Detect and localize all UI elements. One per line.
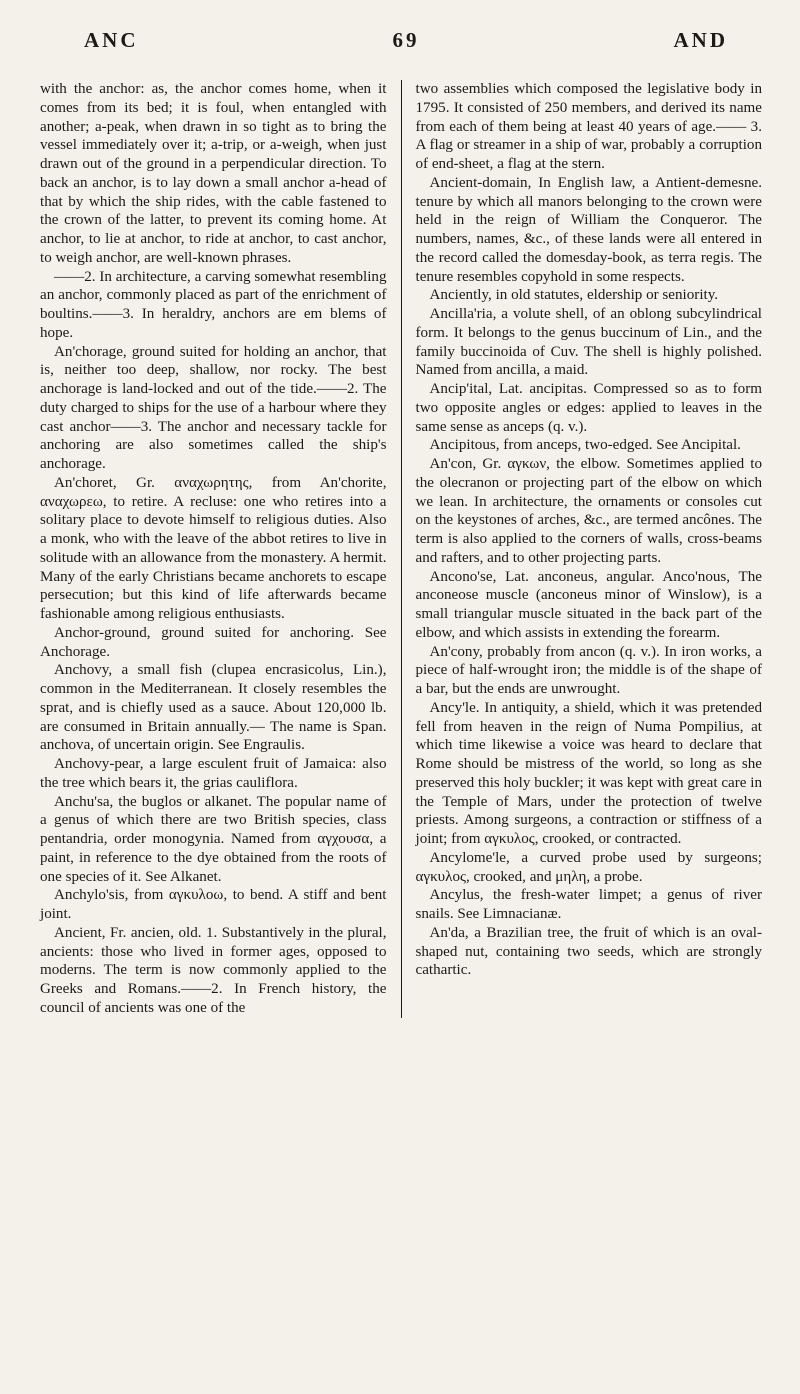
entry: Ancilla'ria, a volute shell, of an oblong subcylindrical form. It belongs to the genus buccinum of Lin., and the family buccinoida of Cuv. The shell is highly polished. Named from ancilla, a maid. — [415, 306, 762, 379]
entry: two assemblies which composed the legislative body in 1795. It consisted of 250 members, and derived its name from each of them being at least 40 years of age.—— 3. A flag or streamer in a ship of war, probably a corruption of end-sheet, a flag at the stern. — [415, 81, 762, 172]
entry: Anchovy, a small fish (clupea encrasicolus, Lin.), common in the Mediterranean. It closely resembles the sprat, and is chiefly used as a sauce. About 120,000 lb. are consumed in Britain annually.— The name is Span. anchova, of uncertain origin. See Engraulis. — [40, 662, 387, 754]
entry: Ancylus, the fresh-water limpet; a genus of river snails. See Limnacianæ. — [415, 887, 762, 922]
entry: Ancip'ital, Lat. ancipitas. Compressed so as to form two opposite angles or edges: applied to leaves in the same sense as anceps (q. v.). — [415, 381, 762, 435]
entry: An'da, a Brazilian tree, the fruit of which is an oval-shaped nut, containing two seeds, which are strongly cathartic. — [415, 924, 762, 979]
right-column — [416, 80, 763, 1018]
entry: Ancylome'le, a curved probe used by surgeons; αγκυλος, crooked, and μηλη, a probe. — [415, 849, 762, 885]
entry: Anchu'sa, the buglos or alkanet. The popular name of a genus of which there are two British species, class pentandria, order monogynia. Named from αγχουσα, a paint, in reference to the dye obtained from the roots of one species of it. See Alkanet. — [40, 793, 387, 885]
running-head-left: ANC — [84, 28, 139, 52]
entry: with the anchor: as, the anchor comes home, when it comes from its bed; it is foul, when entangled with another; a-peak, when drawn in so tight as to bring the vessel immediately over it; a-trip, or a-weigh, when just drawn out of the ground in a perpendicular direction. To back an anchor, is to lay down a small anchor a-head of that by which the ship rides, with the cable fastened to the crown of the latter, to prevent its coming home. At anchor, to lie at anchor, to ride at anchor, to cast anchor, to weigh anchor, are well-known phrases. — [40, 81, 387, 266]
entry: An'cony, probably from ancon (q. v.). In iron works, a piece of half-wrought iron; the middle is of the shape of a bar, but the ends are unwrought. — [415, 643, 762, 697]
entry: Ancient-domain, In English law, a Antient-demesne. tenure by which all manors belonging to the crown were held in the reign of William the Conqueror. The numbers, names, &c., of these lands were all entered in the record called the domesday-book, as terra regis. The tenure resembles copyhold in some respects. — [415, 174, 762, 285]
page-number: 69 — [392, 28, 420, 52]
entry: Ancipitous, from anceps, two-edged. See Ancipital. — [429, 437, 741, 454]
entry: An'con, Gr. αγκων, the elbow. Sometimes applied to the olecranon or projecting part of the elbow on which we lean. In architecture, the ornaments or consoles cut on the keystones of arches, &c., are termed ancônes. The term is also applied to the corners of walls, cross-beams and rafters, and to other projecting parts. — [415, 456, 762, 566]
entry: Anchylo'sis, from αγκυλοω, to bend. A stiff and bent joint. — [40, 887, 387, 922]
left-column — [40, 80, 387, 1018]
column-divider — [401, 80, 402, 1018]
text-columns — [40, 80, 762, 1018]
entry: An'chorage, ground suited for holding an anchor, that is, neither too deep, shallow, nor rocky. The best anchorage is land-locked and out of the tide.——2. The duty charged to ships for the use of a harbour where they cast anchor——3. The anchor and necessary tackle for anchoring are also sometimes called the ship's anchorage. — [40, 343, 387, 472]
entry: Anciently, in old statutes, eldership or seniority. — [429, 287, 719, 304]
entry: Ancient, Fr. ancien, old. 1. Substantively in the plural, ancients: those who lived in former ages, opposed to moderns. The term is now commonly applied to the Greeks and Romans.——2. In French history, the council of ancients was one of the — [40, 924, 387, 1016]
entry: Ancono'se, Lat. anconeus, angular. Anco'nous, The anconeose muscle (anconeus minor of Winslow), is a small triangular muscle situated in the back part of the elbow, and which assists in extending the forearm. — [415, 568, 762, 641]
running-head — [40, 28, 762, 68]
entry: Ancy'le. In antiquity, a shield, which it was pretended fell from heaven in the reign of Numa Pompilius, at which time likewise a voice was heard to declare that Rome should be mistress of the world, so long as she preserved this holy buckler; it was kept with great care in the Temple of Mars, under the protection of twelve priests. Among surgeons, a contraction or stiffness of a joint; from αγκυλος, crooked, or contracted. — [415, 699, 762, 847]
entry: ——2. In architecture, a carving somewhat resembling an anchor, commonly placed as part of the enrichment of boultins.——3. In heraldry, anchors are em blems of hope. — [40, 268, 387, 341]
running-head-right: AND — [673, 28, 728, 52]
entry: Anchovy-pear, a large esculent fruit of Jamaica: also the tree which bears it, the grias cauliflora. — [40, 756, 387, 791]
entry: Anchor-ground, ground suited for anchoring. See Anchorage. — [40, 624, 387, 660]
entry: An'choret, Gr. αναχωρητης, from An'chorite, αναχωρεω, to retire. A recluse: one who retires into a solitary place to devote himself to religious duties. Also a monk, who with the leave of the abbot retires to live in solitude with an allowance from the monastery. A hermit. Many of the early Christians became anchorets to escape persecution; but this kind of life afterwards became fashionable among religious enthusiasts. — [40, 474, 387, 622]
